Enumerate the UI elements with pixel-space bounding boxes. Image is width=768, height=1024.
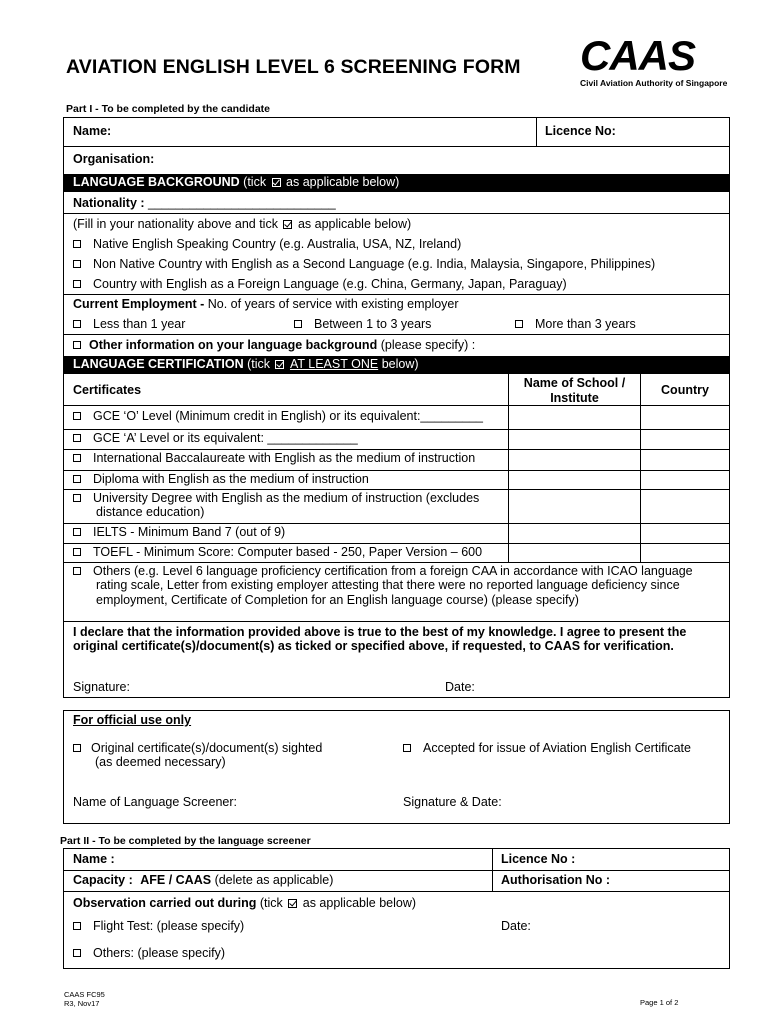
checkbox-icon[interactable] xyxy=(294,320,302,328)
cert-others-line-1: Others (e.g. Level 6 language proficiency certification from a foreign CAA in accordance with ICAO language xyxy=(93,564,693,578)
language-certification-header xyxy=(64,356,729,374)
col-certificates: Certificates xyxy=(73,383,142,397)
signature-date-label: Signature & Date: xyxy=(403,795,502,809)
checkbox-icon[interactable] xyxy=(73,280,81,288)
capacity-value[interactable]: AFE / CAAS xyxy=(140,873,212,887)
divider xyxy=(64,523,729,524)
observation-pre: (tick xyxy=(259,896,283,910)
employment-row xyxy=(73,297,459,312)
checkbox-icon[interactable] xyxy=(73,528,81,536)
screener-name-label: Name of Language Screener: xyxy=(73,795,237,809)
declaration-line-1: I declare that the information provided above is true to the best of my knowledge. I agree to present the xyxy=(73,625,687,639)
declaration-line-2: original certificate(s)/document(s) as ticked or specified above, if requested, to CAAS for verification. xyxy=(73,639,674,653)
lang-cert-title: LANGUAGE CERTIFICATION xyxy=(73,357,244,371)
divider xyxy=(64,891,729,892)
revision: R3, Nov17 xyxy=(64,999,100,1008)
lang-bg-title: LANGUAGE BACKGROUND xyxy=(73,175,240,189)
checkbox-icon[interactable] xyxy=(73,744,81,752)
cert-degree-label: University Degree with English as the medium of instruction (excludes xyxy=(93,491,480,505)
lang-bg-tick-pre: (tick xyxy=(243,175,267,189)
lang-option-3-label: Country with English as a Foreign Language (e.g. China, Germany, Japan, Paraguay) xyxy=(93,277,567,291)
observation-flight-test[interactable] xyxy=(73,919,244,934)
divider xyxy=(64,429,729,430)
observation-row xyxy=(73,896,416,911)
employment-option-3-label: More than 3 years xyxy=(535,317,636,331)
authorisation-label: Authorisation No : xyxy=(501,873,611,887)
lang-option-3[interactable] xyxy=(73,277,567,292)
other-info-label: Other information on your language background xyxy=(89,338,378,352)
checkbox-ticked-icon xyxy=(272,178,281,187)
employment-label: Current Employment - xyxy=(73,297,205,311)
checkbox-icon[interactable] xyxy=(73,475,81,483)
page-number: Page 1 of 2 xyxy=(640,998,679,1007)
divider xyxy=(64,449,729,450)
employment-option-2-label: Between 1 to 3 years xyxy=(314,317,432,331)
checkbox-icon[interactable] xyxy=(73,260,81,268)
form-title: AVIATION ENGLISH LEVEL 6 SCREENING FORM xyxy=(66,56,521,78)
cert-toefl[interactable] xyxy=(73,545,482,560)
other-info-rest: (please specify) : xyxy=(380,338,476,352)
divider xyxy=(640,374,641,563)
cert-diploma[interactable] xyxy=(73,472,369,487)
employment-option-3[interactable] xyxy=(515,317,636,332)
lang-option-2-label: Non Native Country with English as a Second Language (e.g. India, Malaysia, Singapore, Philippines) xyxy=(93,257,656,271)
part2-date-label: Date: xyxy=(501,919,531,933)
other-info-option[interactable] xyxy=(73,338,475,353)
part2-licence-label: Licence No : xyxy=(501,852,576,866)
cert-diploma-label: Diploma with English as the medium of instruction xyxy=(93,472,369,486)
official-option-sighted[interactable] xyxy=(73,741,322,756)
divider xyxy=(64,146,729,147)
cert-degree-label-2: distance education) xyxy=(96,505,205,519)
checkbox-ticked-icon xyxy=(275,360,284,369)
divider xyxy=(64,489,729,490)
checkbox-icon[interactable] xyxy=(73,494,81,502)
checkbox-ticked-icon xyxy=(288,899,297,908)
divider xyxy=(64,562,729,563)
employment-text: No. of years of service with existing employer xyxy=(207,297,459,311)
lang-cert-tick-post: below) xyxy=(381,357,419,371)
employment-option-1[interactable] xyxy=(73,317,185,332)
checkbox-icon[interactable] xyxy=(73,548,81,556)
form-code: CAAS FC95 xyxy=(64,990,105,999)
cert-ib-label: International Baccalaureate with English as the medium of instruction xyxy=(93,451,476,465)
divider xyxy=(536,118,537,146)
part2-name-label: Name : xyxy=(73,852,115,866)
part1-heading: Part I - To be completed by the candidate xyxy=(66,103,271,115)
employment-option-1-label: Less than 1 year xyxy=(93,317,186,331)
divider xyxy=(64,405,729,406)
cert-ielts-label: IELTS - Minimum Band 7 (out of 9) xyxy=(93,525,286,539)
col-school-label: Name of School / Institute xyxy=(523,376,626,405)
cert-o-level-label: GCE ‘O’ Level (Minimum credit in English) or its equivalent:_________ xyxy=(93,409,483,423)
divider xyxy=(64,213,729,214)
divider xyxy=(64,334,729,335)
observation-label: Observation carried out during xyxy=(73,896,257,910)
caas-logo xyxy=(580,32,728,88)
lang-bg-tick-post: as applicable below) xyxy=(286,175,400,189)
divider xyxy=(64,470,729,471)
cert-others-line-2: rating scale, Letter from existing employer attesting that there were no reported language deficiency since xyxy=(96,578,680,592)
cert-ib[interactable] xyxy=(73,451,475,466)
date-label: Date: xyxy=(445,680,475,694)
logo-wordmark: CAAS xyxy=(580,32,696,79)
cert-a-level-label: GCE ‘A’ Level or its equivalent: _____________ xyxy=(93,431,358,445)
cert-o-level[interactable] xyxy=(73,409,483,424)
checkbox-icon[interactable] xyxy=(73,434,81,442)
cert-others-line-3: employment, Certificate of Completion for an English language course) (please specify) xyxy=(96,593,579,607)
official-use-title: For official use only xyxy=(73,713,192,727)
licence-label: Licence No: xyxy=(545,124,616,138)
others-label: Others: (please specify) xyxy=(93,946,225,960)
at-least-one: AT LEAST ONE xyxy=(289,357,379,371)
checkbox-icon[interactable] xyxy=(73,341,81,349)
checkbox-icon[interactable] xyxy=(73,922,81,930)
organisation-label: Organisation: xyxy=(73,152,155,166)
cert-toefl-label: TOEFL - Minimum Score: Computer based - 250, Paper Version – 600 xyxy=(93,545,483,559)
logo-subtitle: Civil Aviation Authority of Singapore xyxy=(580,78,728,88)
checkbox-icon[interactable] xyxy=(73,240,81,248)
fill-post: as applicable below) xyxy=(297,217,412,231)
divider xyxy=(64,870,729,871)
lang-cert-title-wrap xyxy=(73,357,419,372)
part2-box xyxy=(63,848,730,969)
checkbox-icon[interactable] xyxy=(73,454,81,462)
nationality-input[interactable]: ___________________________ xyxy=(148,196,336,210)
lang-cert-tick-pre: (tick xyxy=(247,357,270,371)
capacity-note: (delete as applicable) xyxy=(214,873,334,887)
official-option-accepted-label: Accepted for issue of Aviation English Certificate xyxy=(423,741,691,755)
checkbox-icon[interactable] xyxy=(73,320,81,328)
official-option-sighted-label-2: (as deemed necessary) xyxy=(95,755,226,769)
cert-others[interactable] xyxy=(73,564,693,579)
nationality-label: Nationality : xyxy=(73,196,145,210)
observation-post: as applicable below) xyxy=(302,896,417,910)
lang-bg-title-wrap xyxy=(73,175,399,190)
official-use-box xyxy=(63,710,730,824)
checkbox-icon[interactable] xyxy=(73,567,81,575)
language-background-header xyxy=(64,174,729,192)
col-country: Country xyxy=(661,383,709,397)
fill-pre: (Fill in your nationality above and tick xyxy=(73,217,278,231)
official-option-accepted[interactable] xyxy=(403,741,691,756)
lang-option-1[interactable] xyxy=(73,237,461,252)
divider xyxy=(64,543,729,544)
part2-heading: Part II - To be completed by the language screener xyxy=(60,835,311,847)
cert-ielts[interactable] xyxy=(73,525,285,540)
fill-instruction xyxy=(73,217,411,232)
employment-option-2[interactable] xyxy=(294,317,431,332)
col-school xyxy=(509,376,640,406)
flight-test-label: Flight Test: (please specify) xyxy=(93,919,245,933)
official-option-sighted-label: Original certificate(s)/document(s) sighted xyxy=(91,741,323,755)
cert-degree[interactable] xyxy=(73,491,479,506)
checkbox-icon[interactable] xyxy=(515,320,523,328)
observation-others[interactable] xyxy=(73,946,225,961)
checkbox-icon[interactable] xyxy=(73,949,81,957)
checkbox-ticked-icon xyxy=(283,220,292,229)
divider xyxy=(64,621,729,622)
lang-option-1-label: Native English Speaking Country (e.g. Australia, USA, NZ, Ireland) xyxy=(93,237,462,251)
capacity-row xyxy=(73,873,333,888)
lang-option-2[interactable] xyxy=(73,257,655,272)
checkbox-icon[interactable] xyxy=(73,412,81,420)
divider xyxy=(508,374,509,563)
footer-form-code xyxy=(64,990,105,1008)
capacity-label: Capacity : xyxy=(73,873,133,887)
divider xyxy=(64,294,729,295)
name-label: Name: xyxy=(73,124,112,138)
checkbox-icon[interactable] xyxy=(403,744,411,752)
cert-a-level[interactable] xyxy=(73,431,358,446)
signature-label: Signature: xyxy=(73,680,130,694)
part1-box xyxy=(63,117,730,698)
nationality-row xyxy=(73,196,336,211)
